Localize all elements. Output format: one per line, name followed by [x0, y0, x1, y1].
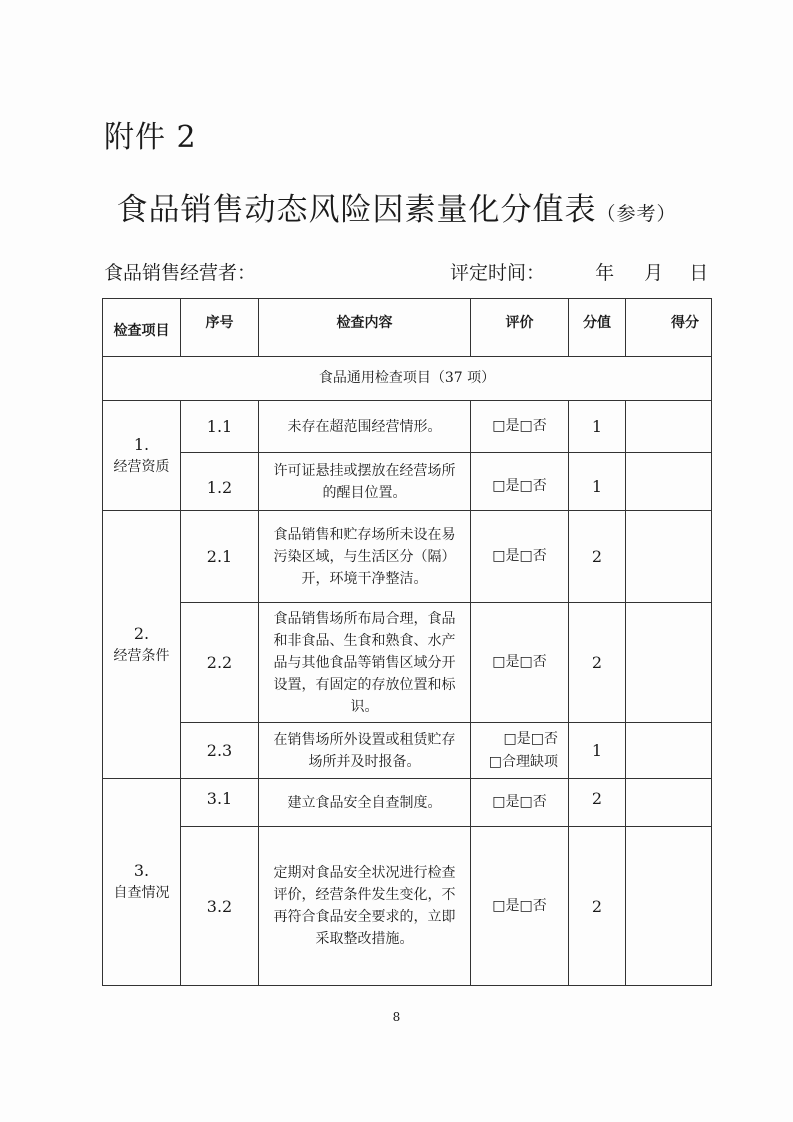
group-name: 自查情况 — [113, 885, 170, 901]
seq-cell: 1.2 — [181, 453, 259, 511]
group-name: 经营条件 — [113, 647, 170, 664]
score-cell: 2 — [569, 827, 626, 986]
seq-cell: 2.1 — [181, 511, 259, 603]
seq-cell: 1.1 — [181, 401, 259, 453]
day-label: 日 — [689, 262, 709, 284]
content-cell: 食品销售场所布局合理，食品和非食品、生食和熟食、水产品与其他食品等销售区域分开设置，有固定的存放位置和标识。 — [259, 603, 471, 723]
column-header: 序号 — [181, 299, 259, 357]
title-note: （参考） — [596, 203, 677, 225]
got-cell[interactable] — [626, 827, 712, 986]
content-cell: 未存在超范围经营情形。 — [259, 401, 471, 453]
eval-options[interactable]: □是□否 — [503, 730, 558, 747]
table-row — [103, 511, 712, 603]
group-cell — [103, 511, 181, 779]
seq-cell: 3.1 — [181, 779, 259, 827]
content-cell: 在销售场所外设置或租赁贮存场所并及时报备。 — [259, 723, 471, 779]
page-title — [0, 184, 793, 229]
risk-score-table — [102, 298, 712, 986]
eval-options[interactable]: □是□否 — [492, 654, 547, 670]
got-cell[interactable] — [626, 401, 712, 453]
content-cell: 定期对食品安全状况进行检查评价，经营条件发生变化，不再符合食品安全要求的，立即采取整改措施。 — [259, 827, 471, 986]
title-text: 食品销售动态风险因素量化分值表 — [116, 192, 597, 228]
eval-cell[interactable] — [471, 453, 569, 511]
eval-cell[interactable] — [471, 779, 569, 827]
eval-options[interactable]: □是□否 — [492, 548, 547, 564]
eval-option-na[interactable]: □合理缺项 — [488, 753, 558, 770]
operator-label: 食品销售经营者： — [104, 262, 257, 284]
group-name: 经营资质 — [113, 458, 170, 475]
group-number: 2. — [133, 623, 150, 643]
attachment-label: 附件 2 — [104, 120, 197, 155]
table-row — [103, 453, 712, 511]
year-label: 年 — [595, 262, 615, 284]
table-header-row — [103, 299, 712, 357]
column-header: 检查项目 — [103, 299, 181, 357]
eval-cell[interactable] — [471, 511, 569, 603]
table-row — [103, 779, 712, 827]
group-number: 1. — [133, 434, 150, 454]
content-cell: 食品销售和贮存场所未设在易污染区域，与生活区分（隔）开，环境干净整洁。 — [259, 511, 471, 603]
score-cell: 2 — [569, 511, 626, 603]
seq-cell: 2.2 — [181, 603, 259, 723]
score-cell: 2 — [569, 779, 626, 827]
got-cell[interactable] — [626, 603, 712, 723]
content-cell: 建立食品安全自查制度。 — [259, 779, 471, 827]
score-cell: 1 — [569, 723, 626, 779]
group-cell — [103, 401, 181, 511]
table-row — [103, 827, 712, 986]
column-header: 检查内容 — [259, 299, 471, 357]
table-row — [103, 603, 712, 723]
score-cell: 2 — [569, 603, 626, 723]
got-cell[interactable] — [626, 779, 712, 827]
eval-options[interactable]: □是□否 — [492, 897, 547, 914]
eval-cell[interactable] — [471, 827, 569, 986]
eval-cell[interactable] — [471, 603, 569, 723]
score-cell: 1 — [569, 401, 626, 453]
page-number: 8 — [392, 1010, 401, 1024]
eval-options[interactable]: □是□否 — [492, 794, 547, 810]
seq-cell: 3.2 — [181, 827, 259, 986]
group-cell — [103, 779, 181, 986]
table-row — [103, 401, 712, 453]
date-label: 评定时间： — [450, 262, 546, 284]
table-row — [103, 723, 712, 779]
eval-options[interactable]: □是□否 — [492, 418, 547, 434]
column-header: 分值 — [569, 299, 626, 357]
eval-options[interactable]: □是□否 — [492, 478, 547, 494]
eval-cell[interactable] — [471, 723, 569, 779]
section-title: 食品通用检查项目（37 项） — [103, 357, 712, 401]
column-header: 评价 — [471, 299, 569, 357]
section-row — [103, 357, 712, 401]
got-cell[interactable] — [626, 723, 712, 779]
evaluation-date — [450, 258, 708, 285]
got-cell[interactable] — [626, 453, 712, 511]
got-cell[interactable] — [626, 511, 712, 603]
eval-cell[interactable] — [471, 401, 569, 453]
score-cell: 1 — [569, 453, 626, 511]
column-header: 得分 — [626, 299, 712, 357]
content-cell: 许可证悬挂或摆放在经营场所的醒目位置。 — [259, 453, 471, 511]
seq-cell: 2.3 — [181, 723, 259, 779]
group-number: 3. — [133, 861, 150, 880]
month-label: 月 — [644, 262, 664, 284]
